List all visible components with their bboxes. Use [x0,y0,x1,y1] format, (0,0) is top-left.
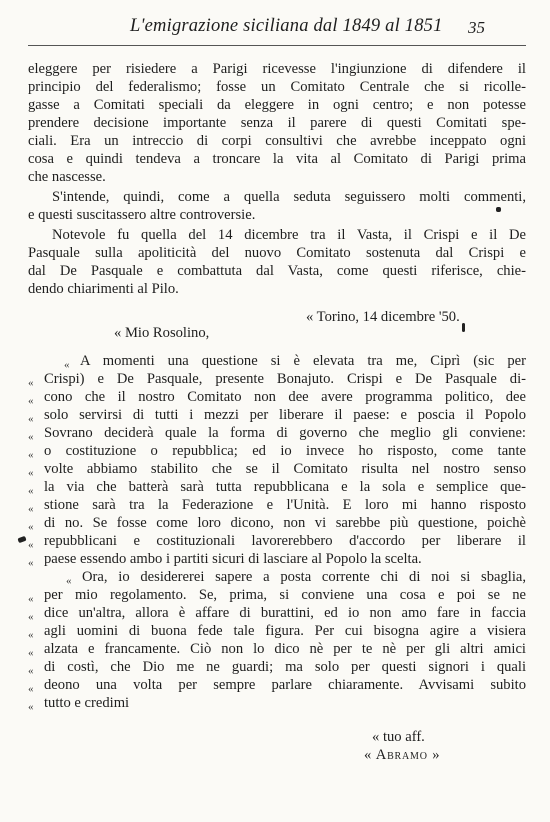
guillemet: « [28,557,34,569]
text-line: Notevole fu quella del 14 dicembre tra il Vasta, il Crispi e il De [52,227,526,243]
guillemet: « [28,629,34,641]
text-line: dendo chiarimenti al Pilo. [28,281,179,297]
text-line: per mio regolamento. Se, prima, si conviene una cosa e poi se ne [44,587,526,603]
guillemet: « [28,521,34,533]
text-line: volte abbiamo stabilito che se il Comitato risulta nel nostro senso [44,461,526,477]
text-line: A momenti una questione si è elevata tra me, Ciprì (sic per [80,353,526,369]
text-line: prendere decisione importante senza il parere di questi Comitati spe- [28,115,526,131]
open-guillemet: « [64,359,70,371]
guillemet: « [28,539,34,551]
ink-mark [496,207,501,212]
text-line: di no. Se fosse come loro dicono, non vi sarebbe più questione, poichè [44,515,526,531]
text-line: paese essendo ambo i partiti sicuri di lasciare al Popolo la scelta. [44,551,422,567]
guillemet: « [28,485,34,497]
page-number: 35 [468,18,485,37]
guillemet: « [28,683,34,695]
text-line: Crispi) e De Pasquale, presente Bonajuto. Crispi e De Pasquale di- [44,371,526,387]
text-line: stione sarà tra la Federazione e l'Unità. E loro mi hanno risposto [44,497,526,513]
guillemet: « [28,377,34,389]
guillemet: « [28,701,34,713]
text-line: tutto e credimi [44,695,130,711]
text-line: Sovrano deciderà quale la forma di governo che meglio gli conviene: [44,425,526,441]
text-line: gasse a Comitati speciali da eleggere in ogni centro; e non potesse [28,97,526,113]
letter-signature: « Abramo » [364,747,441,763]
guillemet: « [28,395,34,407]
text-line: eleggere per risiedere a Parigi ricevesse l'ingiunzione di difendere il [28,61,526,77]
guillemet: « [28,413,34,425]
text-line: repubblicani e costituzionali lavorerebbero d'accordo per liberare il [44,533,526,549]
guillemet: « [66,575,72,587]
text-line: solo servirsi di tutti i mezzi per liberare il paese: e poscia il Popolo [44,407,526,423]
text-line: Ora, io desidererei sapere a posta corrente chi di noi si sbaglia, [82,569,526,585]
guillemet: « [28,593,34,605]
letter-dateline: « Torino, 14 dicembre '50. [306,309,460,325]
guillemet: « [28,467,34,479]
ink-mark [462,323,465,332]
text-line: principio del federalismo; fosse un Comitato Centrale che si ricolle- [28,79,526,95]
header-rule [28,45,526,46]
text-line: di costì, che Dio me ne guardi; ma solo per questi signori i quali [44,659,526,675]
guillemet: « [28,611,34,623]
text-line: cosa e quindi tendeva a troncare la vita al Comitato di Parigi prima [28,151,526,167]
guillemet: « [28,665,34,677]
text-line: agli uomini di buona fede tale figura. Per cui bisogna agire a visiera [44,623,526,639]
running-head [130,16,485,44]
text-line: dice un'altra, allora è affare di burattini, ed io non amo fare in faccia [44,605,526,621]
text-line: o costituzione o repubblica; ed io invece ho risposto, come tante [44,443,526,459]
text-line: cono che il nostro Comitato non dee avere programma politico, dee [44,389,526,405]
text-line: dal De Pasquale e combattuta dal Vasta, come questi riferisce, chie- [28,263,526,279]
letter-salutation: « Mio Rosolino, [114,325,210,341]
text-line: deono una volta per sempre parlare chiaramente. Avvisami subito [44,677,526,693]
letter-closing: « tuo aff. [372,729,425,745]
text-line: la via che batterà sarà tutta repubblicana e la sola e semplice que- [44,479,526,495]
guillemet: « [28,449,34,461]
text-line: e questi suscitassero altre controversie. [28,207,256,223]
text-line: Pasquale sulla apoliticità del nuovo Comitato sostenuta dal Crispi e [28,245,526,261]
text-line: S'intende, quindi, come a quella seduta seguissero molti commenti, [52,189,526,205]
ink-mark [17,536,26,543]
text-line: che nascesse. [28,169,106,185]
text-line: alzata e francamente. Ciò non lo dico nè per te nè per gli altri amici [44,641,526,657]
guillemet: « [28,431,34,443]
text-line: ciali. Era un intreccio di corpi consultivi che avrebbe inceppato ogni [28,133,526,149]
running-title: L'emigrazione siciliana dal 1849 al 1851 [130,16,443,36]
guillemet: « [28,647,34,659]
guillemet: « [28,503,34,515]
